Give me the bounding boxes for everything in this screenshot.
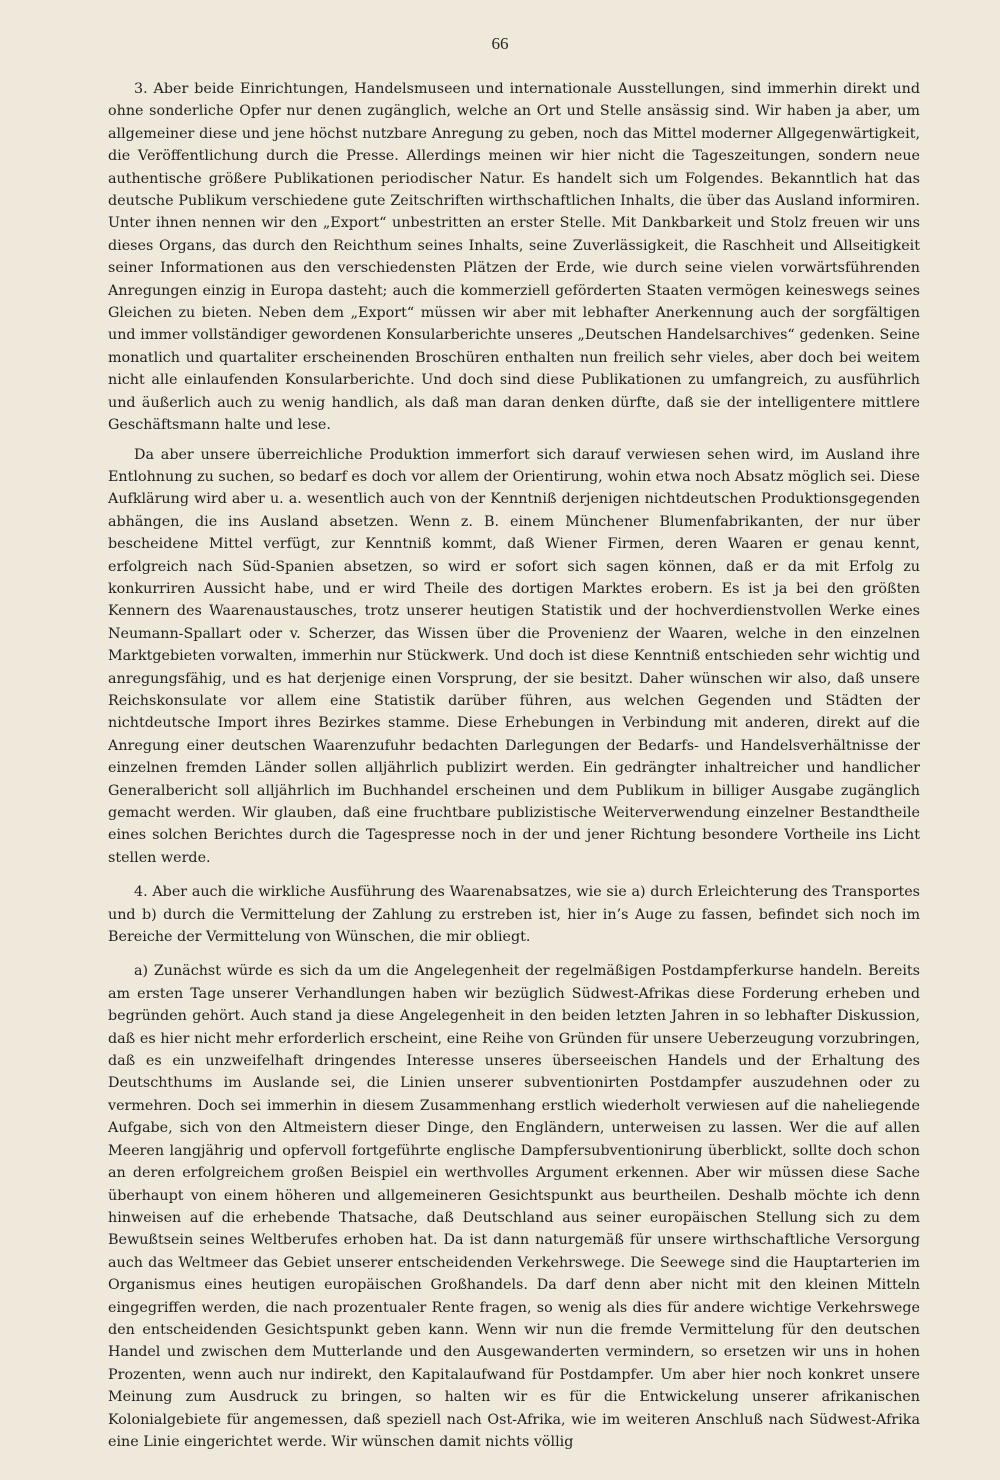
paragraph-export-statistics: Da aber unsere überreichliche Produktion immerfort sich darauf verwiesen sehen wird, im Ausland ihre Entlohnung zu suchen, so bedarf es doch vor allem der Orientirung, wohin etwa noch Absatz möglich sei. Diese Aufklärung wird aber u. a. wesentlich auch von der Kenntniß derjenigen nichtdeutschen Produktionsgegenden abhängen, die ins Ausland absetzen. Wenn z. B. einem Münchener Blumenfabrikanten, der nur über bescheidene Mittel verfügt, zur Kenntniß kommt, daß Wiener Firmen, deren Waaren er genau kennt, erfolgreich nach Süd-Spanien absetzen, so wird er sofort sich sagen können, daß er da mit Erfolg zu konkurriren Aussicht habe, und er wird Theile des dortigen Marktes erobern. Es ist ja bei den größten Kennern des Waarenaustausches, trotz unserer heutigen Statistik und der hochverdienstvollen Werke eines Neumann-Spallart oder v. Scherzer, das Wissen über die Provenienz der Waaren, welche in den einzelnen Marktgebieten vorwalten, immerhin nur Stückwerk. Und doch ist diese Kenntniß entschieden sehr wichtig und anregungsfähig, und es hat derjenige einen Vorsprung, der sie besitzt. Daher wünschen wir also, daß unsere Reichskonsulate vor allem eine Statistik darüber führen, aus welchen Gegenden und Städten der nichtdeutsche Import ihres Bezirkes stamme. Diese Erhebungen in Verbindung mit anderen, direkt auf die Anregung einer deutschen Waarenzufuhr bedachten Darlegungen der Bedarfs- und Handelsverhältnisse der einzelnen fremden Länder sollen alljährlich publizirt werden. Ein gedrängter inhaltreicher und handlicher Generalbericht soll alljährlich im Buchhandel erscheinen und dem Publikum in billiger Ausgabe zugänglich gemacht werden. Wir glauben, daß eine fruchtbare publizistische Weiterverwendung einzelner Bestandtheile eines solchen Berichtes durch die Tagespresse noch in der und jener Richtung besondere Vortheile ins Licht stellen werde.: [108, 446, 920, 866]
body-text: [108, 78, 920, 1453]
paragraph-section-4: 4. Aber auch die wirkliche Ausführung des Waarenabsatzes, wie sie a) durch Erleichterung des Transportes und b) durch die Vermittelung der Zahlung zu erstreben ist, hier in’s Auge zu fassen, befindet sich noch im Bereiche der Vermittelung von Wünschen, die mir obliegt.: [108, 884, 920, 946]
paragraph-section-4a: a) Zunächst würde es sich da um die Angelegenheit der regelmäßigen Postdampferkurse handeln. Bereits am ersten Tage unserer Verhandlungen haben wir bezüglich Südwest-Afrikas diese Forderung erheben und begründen gehört. Auch stand ja diese Angelegenheit in den beiden letzten Jahren in so lebhafter Diskussion, daß es hier nicht mehr erforderlich erscheint, eine Reihe von Gründen für unsere Ueberzeugung vorzubringen, daß es ein unzweifelhaft dringendes Interesse unseres überseeischen Handels und der Erhaltung des Deutschthums im Auslande sei, die Linien unserer subventionirten Postdampfer auszudehnen oder zu vermehren. Doch sei immerhin in diesem Zusammenhang erstlich wiederholt verwiesen auf die naheliegende Aufgabe, sich von den Altmeistern dieser Dinge, den Engländern, unterweisen zu lassen. Wer die auf allen Meeren langjährig und opfervoll fortgeführte englische Dampfersubventionirung überblickt, sollte doch schon an deren erfolgreichem großen Beispiel ein werthvolles Argument erkennen. Aber wir müssen diese Sache überhaupt von einem höheren und allgemeineren Gesichtspunkt aus beurtheilen. Deshalb möchte ich denn hinweisen auf die erhebende Thatsache, daß Deutschland aus seiner europäischen Stellung sich zu dem Bewußtsein seines Weltberufes erhoben hat. Da ist dann naturgemäß für unsere wirthschaftliche Versorgung auch das Weltmeer das Gebiet unserer entscheidenden Verkehrswege. Die Seewege sind die Hauptarterien im Organismus eines heutigen europäischen Großhandels. Da darf denn aber nicht mit den kleinen Mitteln eingegriffen werden, die nach prozentualer Rente fragen, so wenig als dies für andere wichtige Verkehrswege den entscheidenden Gesichtspunkt geben kann. Wenn wir nun die fremde Vermittelung für den deutschen Handel und zwischen dem Mutterlande und den Ausgewanderten vermindern, so ersetzen wir uns in hohen Prozenten, wenn auch nur indirekt, den Kapitalaufwand für Postdampfer. Um aber hier noch konkret unsere Meinung zum Ausdruck zu bringen, so halten wir es für die Entwickelung unserer afrikanischen Kolonialgebiete für angemessen, daß speziell nach Ost-Afrika, wie im weiteren Anschluß nach Südwest-Afrika eine Linie eingerichtet werde. Wir wünschen damit nichts völlig: [108, 963, 920, 1450]
paragraph-section-3: 3. Aber beide Einrichtungen, Handelsmuseen und internationale Ausstellungen, sind immerhin direkt und ohne sonderliche Opfer nur denen zugänglich, welche an Ort und Stelle ansässig sind. Wir haben ja aber, um allgemeiner diese und jene höchst nutzbare Anregung zu geben, noch das Mittel moderner Allgegenwärtigkeit, die Veröffentlichung durch die Presse. Allerdings meinen wir hier nicht die Tageszeitungen, sondern neue authentische größere Publikationen periodischer Natur. Es handelt sich um Folgendes. Bekanntlich hat das deutsche Publikum verschiedene gute Zeitschriften wirthschaftlichen Inhalts, die über das Ausland informiren. Unter ihnen nennen wir den „Export“ unbestritten an erster Stelle. Mit Dankbarkeit und Stolz freuen wir uns dieses Organs, das durch den Reichthum seines Inhalts, seine Zuverlässigkeit, die Raschheit und Allseitigkeit seiner Informationen aus den verschiedensten Plätzen der Erde, wie durch seine vielen vorwärtsführenden Anregungen einzig in Europa dasteht; auch die kommerziell geförderten Staaten vermögen keineswegs seines Gleichen zu bieten. Neben dem „Export“ müssen wir aber mit lebhafter Anerkennung auch der sorgfältigen und immer vollständiger gewordenen Konsularberichte unseres „Deutschen Handelsarchives“ gedenken. Seine monatlich und quartaliter erscheinenden Broschüren enthalten nun freilich sehr vieles, aber doch bei weitem nicht alle einlaufenden Konsularberichte. Und doch sind diese Publikationen zu umfangreich, zu ausführlich und äußerlich auch zu wenig handlich, als daß man daran denken dürfte, daß sie der intelligentere mittlere Geschäftsmann halte und lese.: [108, 81, 920, 434]
page-number: 66: [491, 34, 509, 53]
